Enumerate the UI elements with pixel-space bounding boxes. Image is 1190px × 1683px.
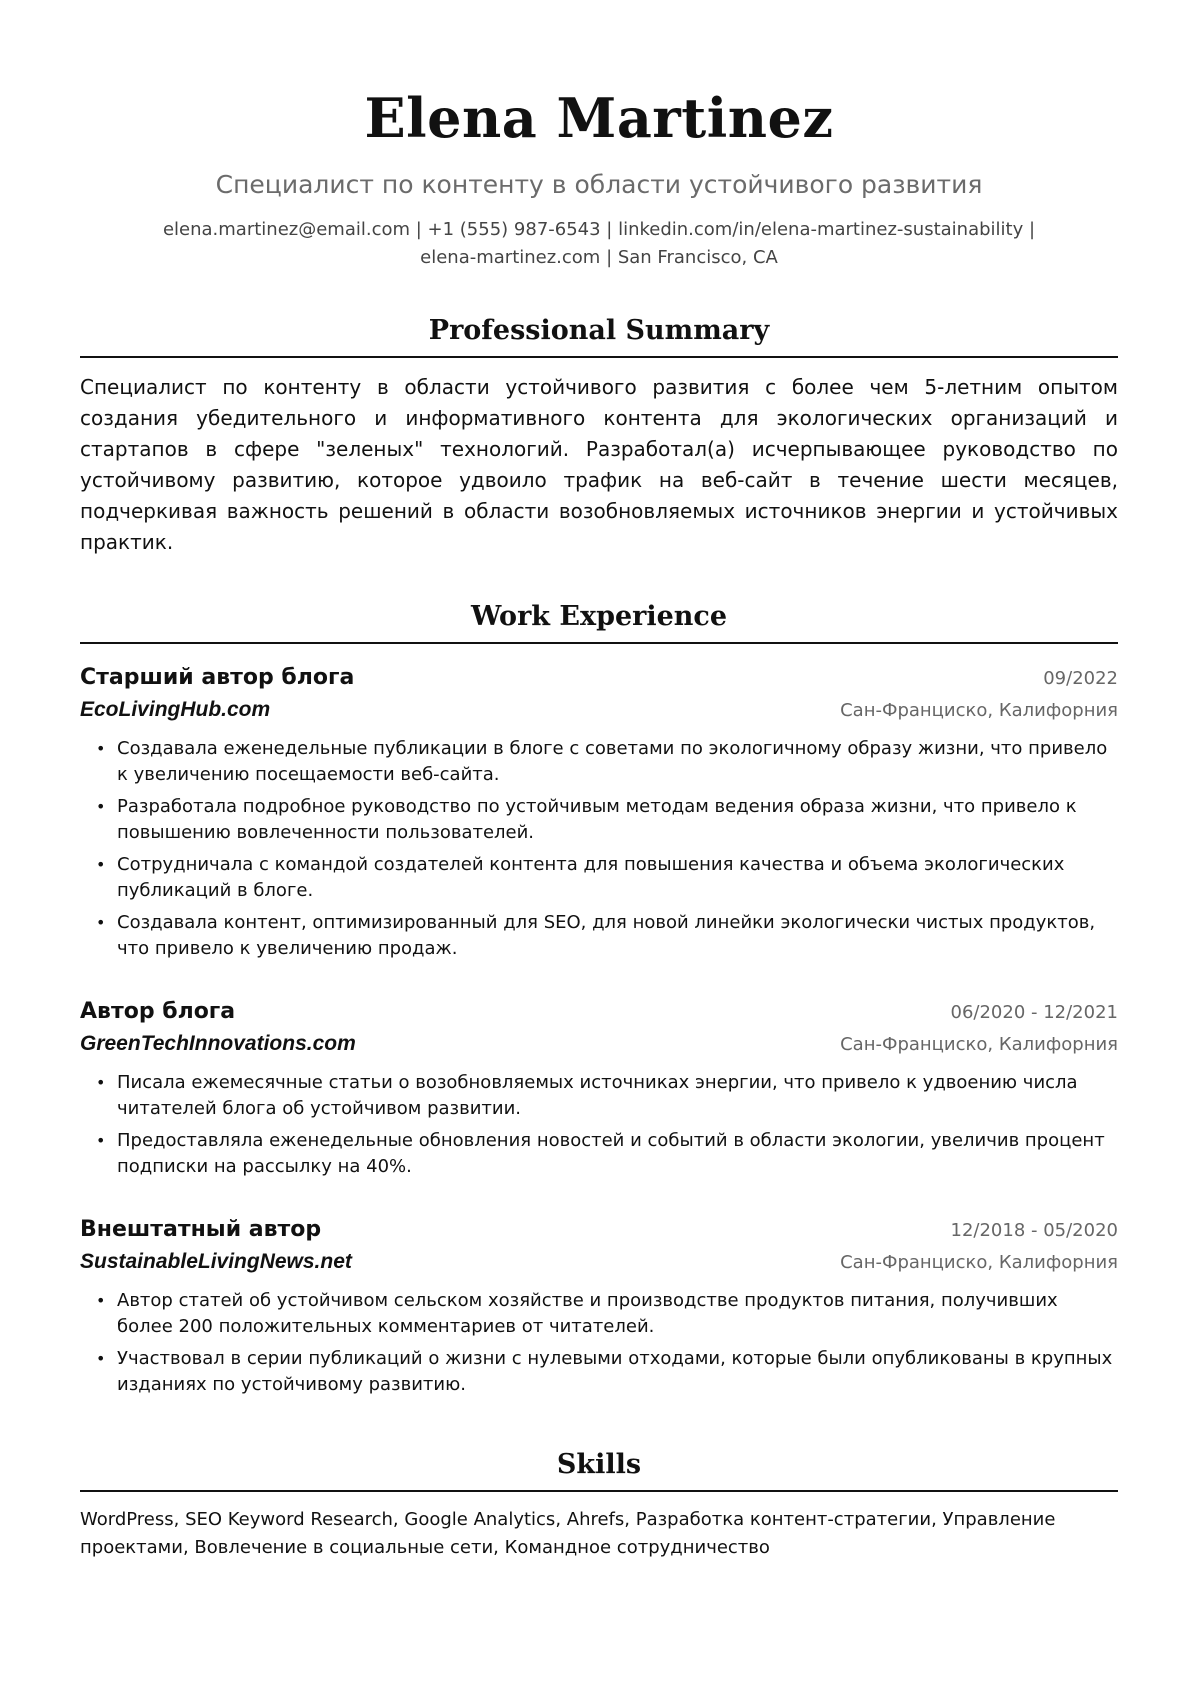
skills-heading: Skills (80, 1446, 1118, 1492)
job-entry (80, 996, 1118, 1180)
bullet-icon: • (96, 1131, 106, 1150)
job-header-row (80, 662, 1118, 695)
job-header-row (80, 1214, 1118, 1247)
job-title: Автор блога (80, 999, 236, 1024)
company-name: SustainableLivingNews.net (80, 1250, 352, 1273)
job-header-row (80, 996, 1118, 1029)
experience-heading: Work Experience (80, 598, 1118, 644)
job-title: Внештатный автор (80, 1217, 322, 1242)
experience-section (80, 598, 1118, 1398)
bullet-item (80, 1346, 1118, 1398)
bullet-icon: • (96, 1073, 106, 1092)
job-location: Сан-Франциско, Калифорния (840, 1034, 1118, 1055)
job-bullets (80, 1288, 1118, 1398)
job-location: Сан-Франциско, Калифорния (840, 1252, 1118, 1273)
bullet-icon: • (96, 739, 106, 758)
company-name: GreenTechInnovations.com (80, 1032, 356, 1055)
bullet-text: Писала ежемесячные статьи о возобновляемых источниках энергии, что привело к удвоению числа читателей блога об устойчивом развитии. (117, 1072, 1078, 1119)
bullet-item (80, 1288, 1118, 1340)
skills-text: WordPress, SEO Keyword Research, Google Analytics, Ahrefs, Разработка контент-стратегии, Управление проектами, Вовлечение в социальные сети, Командное сотрудничество (80, 1509, 1056, 1558)
company-name: EcoLivingHub.com (80, 698, 271, 721)
job-company-row (80, 695, 1118, 726)
bullet-item (80, 1128, 1118, 1180)
job-title: Старший автор блога (80, 665, 355, 690)
bullet-text: Разработала подробное руководство по устойчивым методам ведения образа жизни, что привело к повышению вовлеченности пользователей. (117, 796, 1077, 843)
bullet-item (80, 910, 1118, 962)
bullet-icon: • (96, 797, 106, 816)
job-bullets (80, 736, 1118, 962)
contact-line-1: elena.martinez@email.com | +1 (555) 987-6543 | linkedin.com/in/elena-martinez-sustainability | (162, 219, 1036, 240)
bullet-text: Участвовал в серии публикаций о жизни с нулевыми отходами, которые были опубликованы в крупных изданиях по устойчивому развитию. (117, 1348, 1113, 1395)
job-company-row (80, 1029, 1118, 1060)
summary-section (80, 312, 1118, 558)
candidate-name: Elena Martinez (364, 86, 834, 150)
job-subtitle: Специалист по контенту в области устойчивого развития (215, 170, 983, 199)
job-company-row (80, 1247, 1118, 1278)
bullet-text: Создавала еженедельные публикации в блоге с советами по экологичному образу жизни, что привело к увеличению посещаемости веб-сайта. (117, 738, 1108, 785)
job-entry (80, 1214, 1118, 1398)
bullet-text: Создавала контент, оптимизированный для SEO, для новой линейки экологически чистых продуктов, что привело к увеличению продаж. (117, 912, 1096, 959)
job-bullets (80, 1070, 1118, 1180)
bullet-item (80, 736, 1118, 788)
bullet-text: Автор статей об устойчивом сельском хозяйстве и производстве продуктов питания, получивших более 200 положительных комментариев от читателей. (117, 1290, 1058, 1337)
bullet-text: Сотрудничала с командой создателей контента для повышения качества и объема экологических публикаций в блоге. (117, 854, 1065, 901)
bullet-icon: • (96, 1291, 106, 1310)
contact-info (80, 216, 1118, 272)
job-location: Сан-Франциско, Калифорния (840, 700, 1118, 721)
skills-section (80, 1446, 1118, 1562)
job-date: 12/2018 - 05/2020 (950, 1220, 1118, 1241)
job-date: 09/2022 (1043, 668, 1118, 689)
summary-text: Специалист по контенту в области устойчивого развития с более чем 5-летним опытом создания убедительного и информативного контента для экологических организаций и стартапов в сфере "зеленых" технологий. Разработал(а) исчерпывающее руководство по устойчивому развитию, которое удвоило трафик на веб-сайт в течение шести месяцев, подчеркивая важность решений в области возобновляемых источников энергии и устойчивых практик. (80, 375, 1118, 554)
bullet-text: Предоставляла еженедельные обновления новостей и событий в области экологии, увеличив процент подписки на рассылку на 40%. (117, 1130, 1105, 1177)
summary-heading: Professional Summary (80, 312, 1118, 358)
bullet-icon: • (96, 913, 106, 932)
job-entry (80, 662, 1118, 962)
bullet-item (80, 794, 1118, 846)
bullet-icon: • (96, 855, 106, 874)
resume-page (80, 0, 1118, 1562)
bullet-icon: • (96, 1349, 106, 1368)
bullet-item (80, 852, 1118, 904)
contact-line-2: elena-martinez.com | San Francisco, CA (420, 247, 778, 268)
job-date: 06/2020 - 12/2021 (950, 1002, 1118, 1023)
bullet-item (80, 1070, 1118, 1122)
